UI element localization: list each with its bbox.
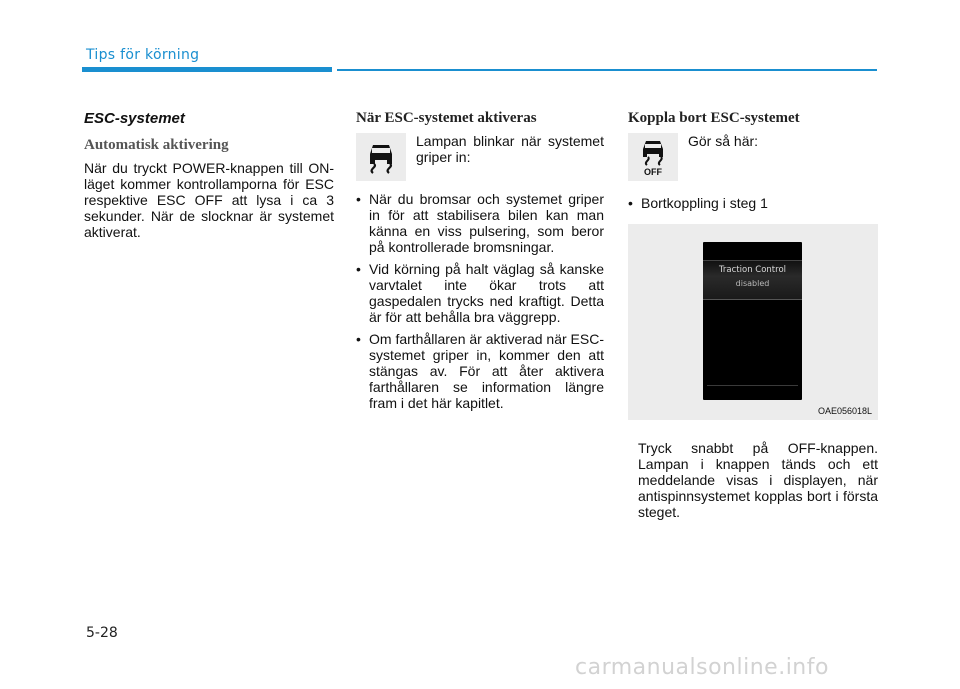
indicator-row	[356, 133, 604, 181]
header-rule-thin	[337, 69, 877, 71]
list-item: • Bortkoppling i steg 1	[628, 195, 878, 211]
esc-skid-icon	[356, 133, 406, 181]
display-divider	[707, 385, 798, 386]
subsection-heading: När ESC-systemet aktiveras	[356, 110, 537, 126]
header-rule-thick	[82, 67, 332, 72]
subsection-heading: Automatisk aktivering	[84, 137, 229, 153]
display-message-status: disabled	[735, 279, 770, 288]
section-heading: ESC-systemet	[84, 110, 185, 127]
indicator-description: Lampan blinkar när systemet griper in:	[416, 133, 604, 165]
off-label: OFF	[644, 167, 662, 176]
column-esc-system	[84, 110, 334, 240]
cluster-display-figure	[628, 224, 878, 420]
bullet-list	[628, 195, 878, 211]
column-esc-off	[628, 110, 878, 217]
page-number: 5-28	[86, 625, 118, 641]
list-item: • När du bromsar och systemet griper in för att stabilisera bilen kan man känna en viss pulsering, som beror på kontrollerade bromsningar.	[356, 191, 604, 255]
figure-code: OAE056018L	[817, 406, 872, 416]
subsection-heading: Koppla bort ESC-systemet	[628, 110, 800, 126]
chapter-title: Tips för körning	[86, 47, 200, 63]
off-instructions	[638, 440, 878, 520]
list-item: • Om farthållaren är aktiverad när ESC-systemet griper in, kommer den att stängas av. För att åter aktivera farthållaren se information längre fram i det här kapitlet.	[356, 331, 604, 411]
body-paragraph: När du tryckt POWER-knappen till ON-läget kommer kontrollamporna för ESC respektive ESC OFF att lysa i ca 3 sekunder. När de slocknar är systemet aktiverat.	[84, 160, 334, 240]
body-paragraph: Tryck snabbt på OFF-knappen. Lampan i knappen tänds och ett meddelande visas i displayen, när antispinnsystemet kopplas bort i första steget.	[638, 440, 878, 520]
cluster-display	[703, 242, 802, 400]
indicator-description: Gör så här:	[688, 133, 759, 149]
list-item: • Vid körning på halt väglag så kanske varvtalet inte ökar trots att gaspedalen trycks ned kraftigt. Detta är för att behålla bra väggrepp.	[356, 261, 604, 325]
esc-off-icon	[628, 133, 678, 181]
bullet-list	[356, 191, 604, 411]
indicator-row	[628, 133, 878, 181]
column-esc-activates	[356, 110, 604, 417]
watermark: carmanualsonline.info	[575, 655, 829, 680]
display-message-title: Traction Control	[718, 265, 787, 275]
